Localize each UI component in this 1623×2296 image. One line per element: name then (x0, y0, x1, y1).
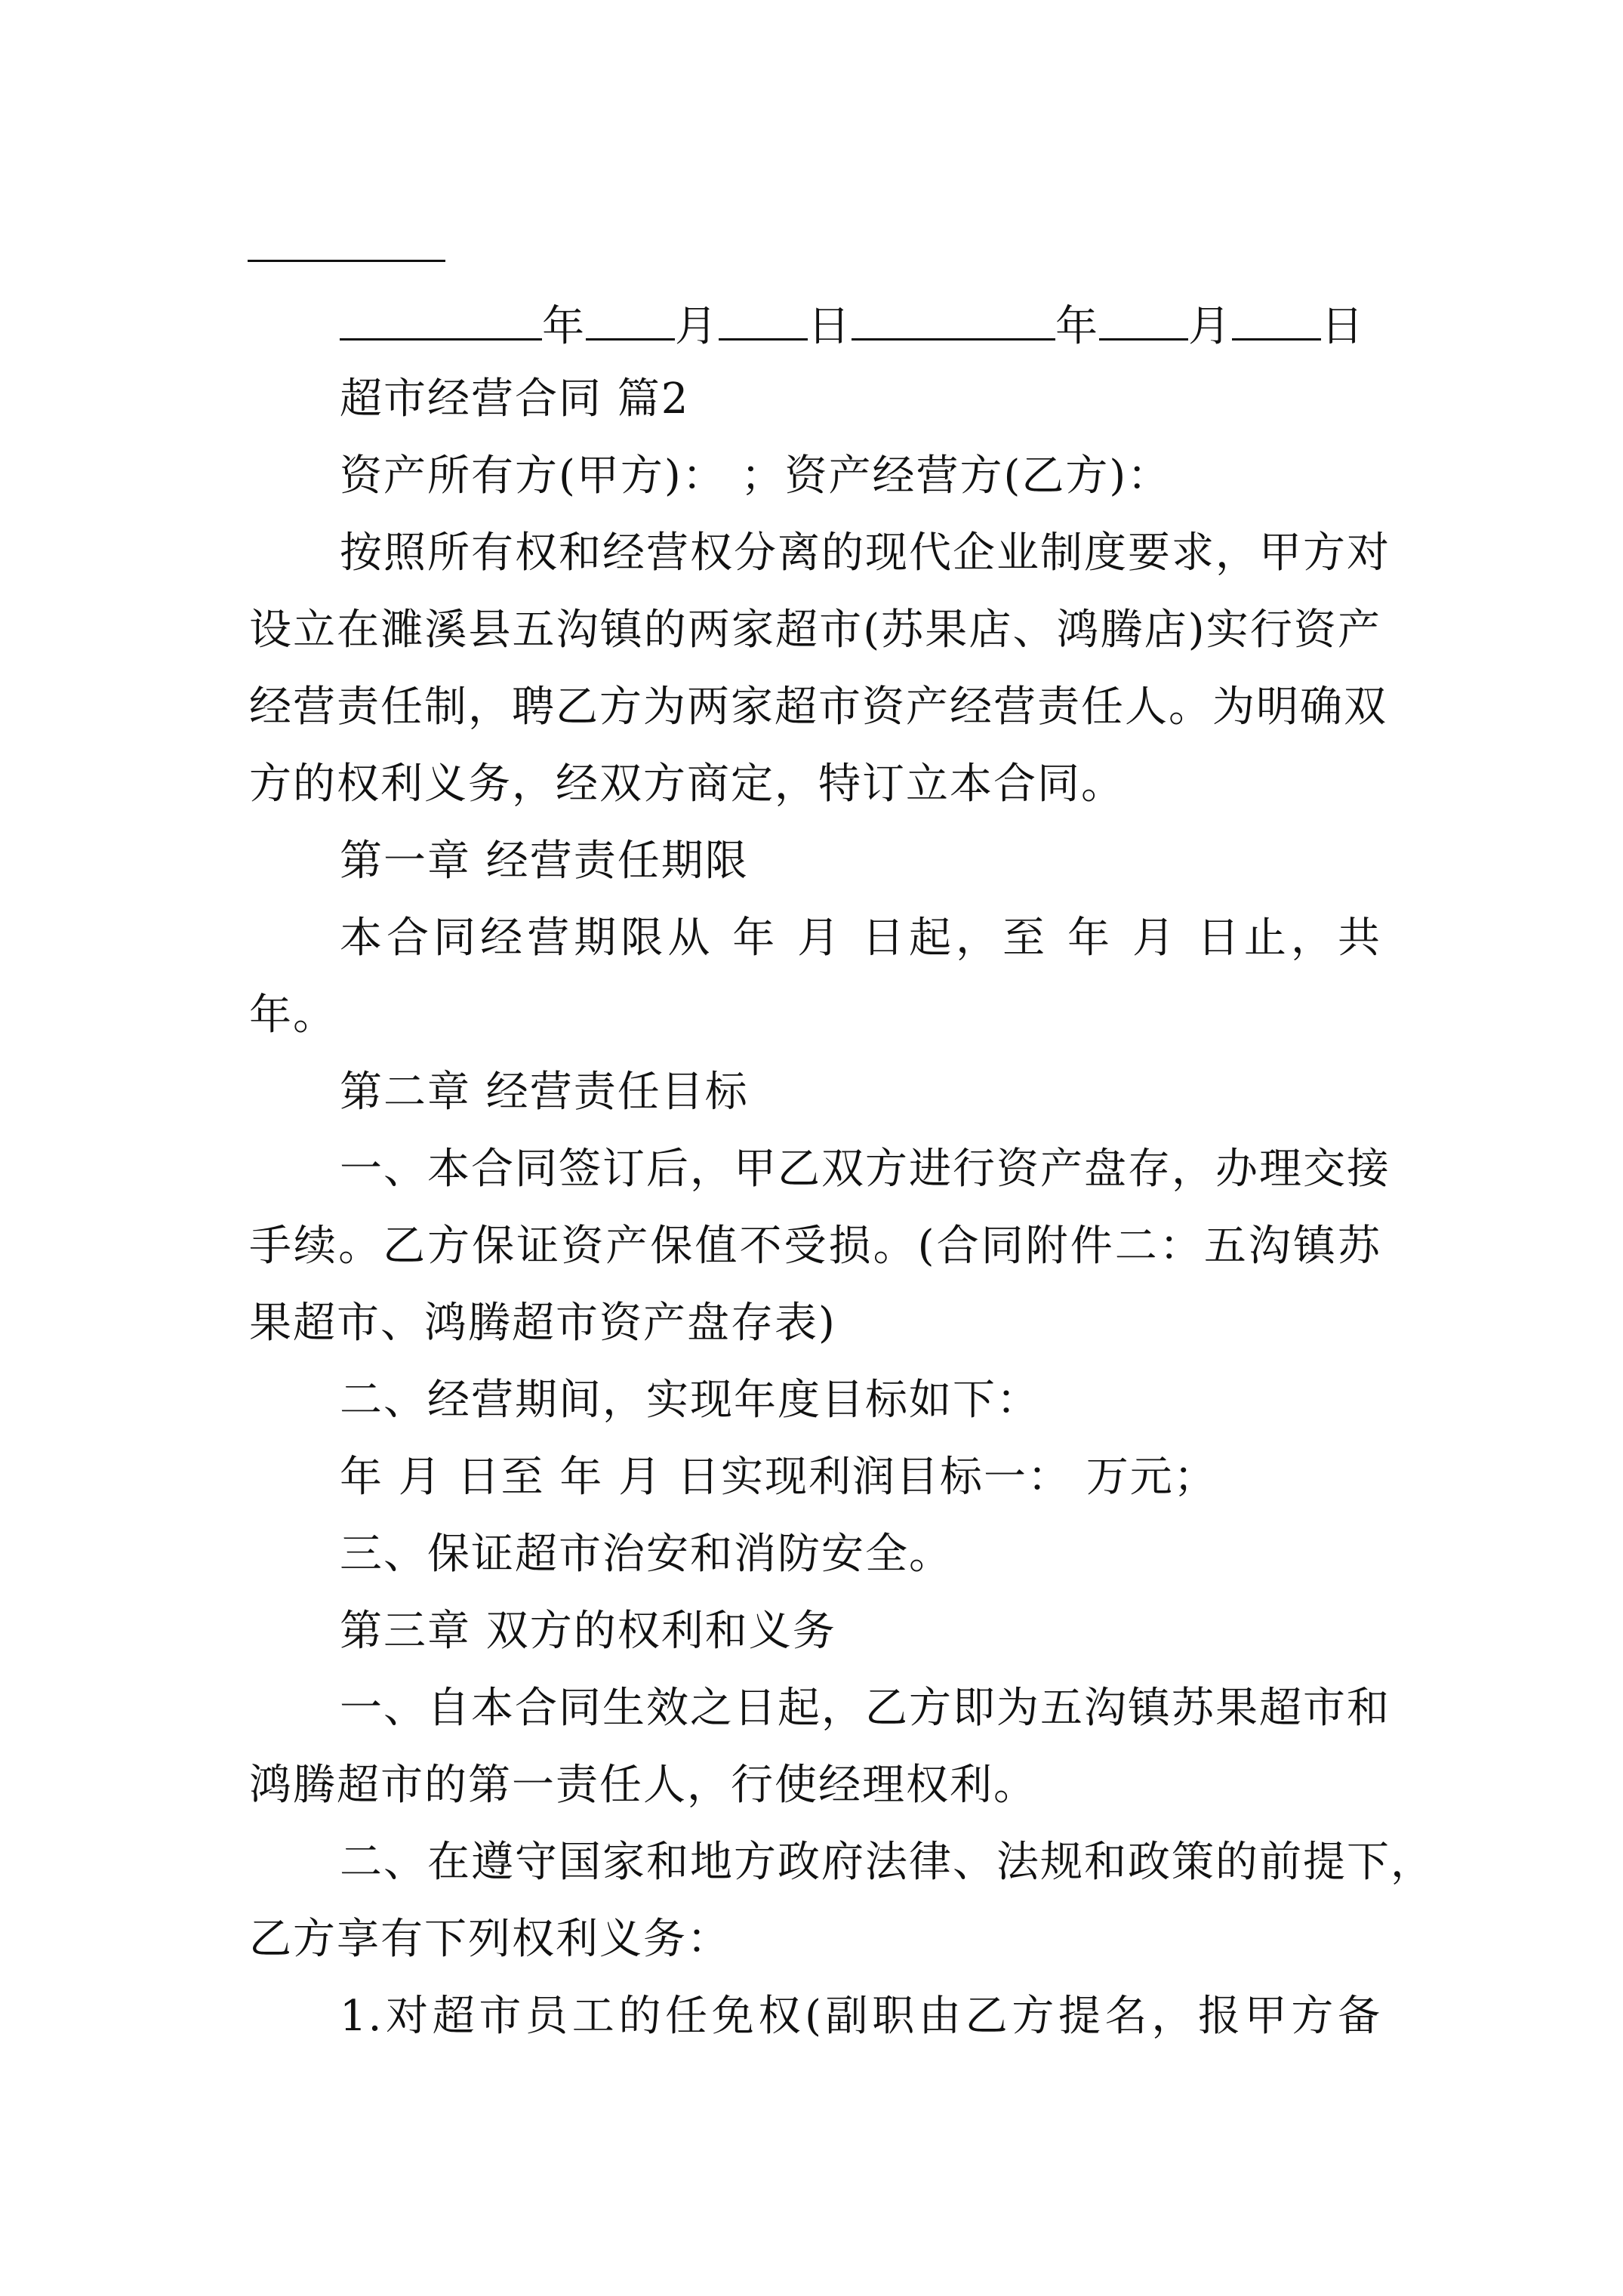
parties-line: 资产所有方(甲方)： ；资产经营方(乙方)： (340, 451, 1172, 501)
chapter-3-item-2-sub-1: 1.对超市员工的任免权(副职由乙方提名，报甲方备 (340, 1992, 1381, 2041)
chapter-2-title: 第二章 经营责任目标 (340, 1068, 749, 1117)
date-line (340, 296, 1472, 353)
year-blank-2 (852, 296, 1055, 341)
day-blank-2 (1232, 296, 1321, 341)
section-title: 超市经营合同 篇2 (340, 374, 690, 424)
chapter-3-item-2: 乙方享有下列权利义务： (249, 1915, 731, 1964)
chapter-3-item-1: 鸿腾超市的第一责任人，行使经理权利。 (249, 1761, 1037, 1810)
month-blank-1 (586, 296, 675, 341)
month-blank-2 (1099, 296, 1188, 341)
intro-line: 设立在濉溪县五沟镇的两家超市(苏果店、鸿腾店)实行资产 (249, 606, 1381, 655)
month-label-2: 月 (1188, 302, 1232, 351)
year-blank-1 (340, 296, 542, 341)
day-label-1: 日 (808, 302, 852, 351)
day-blank-1 (719, 296, 808, 341)
chapter-3-title: 第三章 双方的权利和义务 (340, 1607, 836, 1656)
chapter-3-item-1: 一、自本合同生效之日起，乙方即为五沟镇苏果超市和 (340, 1684, 1390, 1733)
intro-line: 经营责任制，聘乙方为两家超市资产经营责任人。为明确双 (249, 683, 1387, 732)
chapter-2-item-1: 果超市、鸿腾超市资产盘存表) (249, 1299, 836, 1348)
chapter-2-item-1: 一、本合同签订后，甲乙双方进行资产盘存，办理交接 (340, 1145, 1390, 1194)
month-label-1: 月 (675, 302, 719, 351)
chapter-2-item-2-detail: 年 月 日至 年 月 日实现利润目标一： 万元； (340, 1453, 1218, 1502)
intro-line: 方的权利义务，经双方商定，特订立本合同。 (249, 760, 1125, 809)
chapter-3-item-2: 二、在遵守国家和地方政府法律、法规和政策的前提下， (340, 1838, 1434, 1887)
chapter-2-item-2: 二、经营期间，实现年度目标如下： (340, 1376, 1040, 1425)
chapter-1-title: 第一章 经营责任期限 (340, 837, 749, 886)
chapter-2-item-3: 三、保证超市治安和消防安全。 (340, 1530, 953, 1579)
intro-line: 按照所有权和经营权分离的现代企业制度要求，甲方对 (340, 529, 1390, 578)
chapter-1-body: 本合同经营期限从 年 月 日起，至 年 月 日止，共 (340, 914, 1381, 963)
signature-underline (248, 260, 445, 262)
year-label-2: 年 (1055, 302, 1099, 351)
day-label-2: 日 (1321, 302, 1365, 351)
chapter-2-item-1: 手续。乙方保证资产保值不受损。(合同附件二：五沟镇苏 (249, 1222, 1381, 1271)
chapter-1-body: 年。 (249, 991, 337, 1040)
year-label-1: 年 (542, 302, 586, 351)
